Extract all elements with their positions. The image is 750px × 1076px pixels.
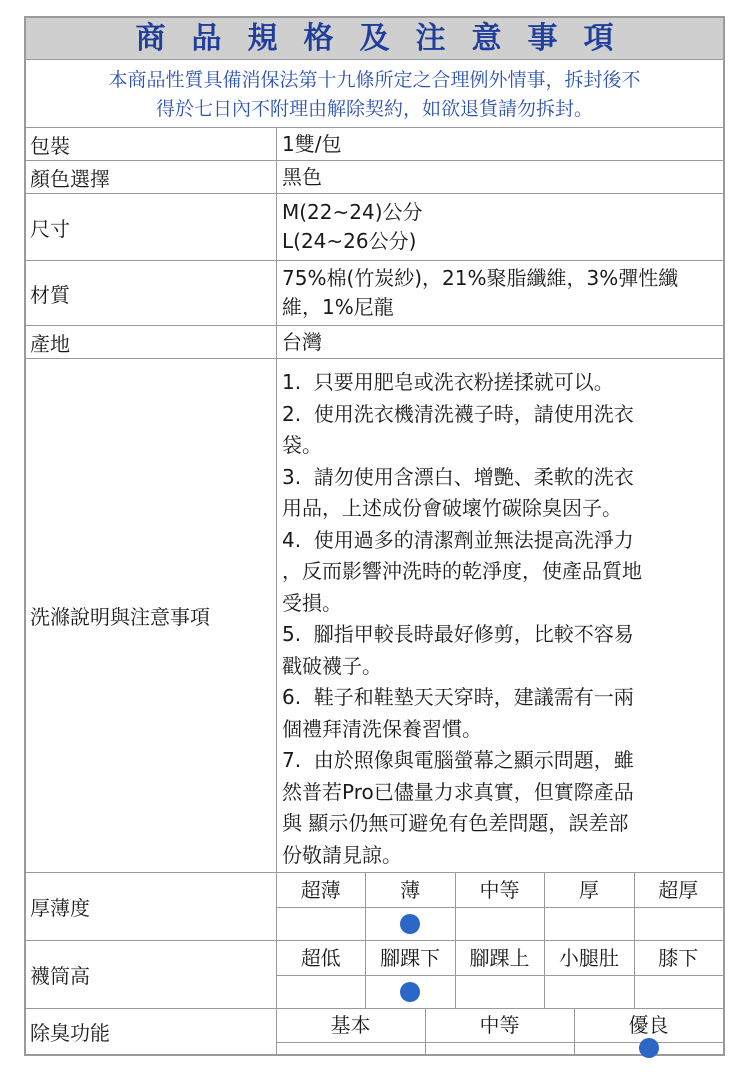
cuff-height-option: 膝下	[658, 946, 699, 970]
row-care	[26, 359, 723, 873]
care-line: 與 顯示仍無可避免有色差問題，誤差部	[282, 811, 629, 835]
row-thickness	[26, 873, 723, 941]
thickness-option: 超薄	[300, 878, 341, 902]
deodorizing-label: 除臭功能	[30, 1021, 110, 1045]
care-line: 5. 腳指甲較長時最好修剪，比較不容易	[282, 622, 634, 646]
cuff-height-option: 腳踝上	[469, 946, 530, 970]
cuff-height-option: 超低	[300, 946, 341, 970]
care-instructions	[282, 367, 717, 871]
row-color	[26, 161, 723, 194]
material-value-line-1: 75%棉(竹炭紗)，21%聚脂纖維，3%彈性纖	[282, 266, 679, 290]
deodorizing-scale	[276, 1009, 723, 1054]
page-title: 商品規格及注意事項	[26, 18, 723, 60]
care-line: 然普若Pro已儘量力求真實，但實際產品	[282, 779, 634, 804]
row-size	[26, 194, 723, 261]
care-line: 7. 由於照像與電腦螢幕之顯示問題，雖	[282, 748, 634, 772]
packaging-value: 1雙/包	[282, 131, 342, 156]
color-value: 黑色	[282, 164, 322, 189]
deodorizing-option: 中等	[479, 1013, 520, 1037]
row-material	[26, 261, 723, 326]
row-packaging	[26, 128, 723, 161]
deodorizing-option: 優良	[628, 1013, 669, 1037]
size-label: 尺寸	[30, 216, 70, 241]
origin-label: 產地	[30, 331, 70, 356]
care-label: 洗滌說明與注意事項	[30, 605, 210, 629]
care-line: 戳破襪子。	[282, 653, 382, 678]
thickness-scale	[276, 873, 723, 940]
thickness-option: 超厚	[658, 878, 699, 902]
return-notice	[26, 61, 723, 128]
spec-sheet	[24, 16, 725, 1056]
care-line: 6. 鞋子和鞋墊天天穿時，建議需有一兩	[282, 685, 634, 709]
cuff-height-option: 腳踝下	[380, 946, 441, 970]
thickness-option: 薄	[400, 878, 421, 902]
cuff-height-label: 襪筒高	[30, 964, 90, 988]
care-line: ，反而影響沖洗時的乾淨度，使產品質地	[282, 559, 642, 583]
thickness-option: 厚	[578, 878, 599, 902]
cuff-height-option: 小腿肚	[558, 946, 619, 970]
care-line: 用品，上述成份會破壞竹碳除臭因子。	[282, 496, 622, 520]
color-label: 顏色選擇	[30, 166, 110, 191]
care-line: 4. 使用過多的清潔劑並無法提高洗淨力	[282, 527, 634, 552]
thickness-label: 厚薄度	[30, 896, 90, 920]
deodorizing-selected-dot	[639, 1038, 659, 1058]
thickness-selected-dot	[400, 914, 420, 934]
cuff-height-scale	[276, 941, 723, 1008]
row-cuff-height	[26, 941, 723, 1009]
care-line: 2. 使用洗衣機清洗襪子時，請使用洗衣	[282, 401, 634, 426]
size-value-m: M(22~24)公分	[282, 200, 423, 224]
row-deodorizing	[26, 1009, 723, 1054]
material-label: 材質	[30, 282, 70, 307]
notice-line-2: 得於七日內不附理由解除契約，如欲退貨請勿拆封。	[155, 98, 593, 120]
material-value-line-2: 維，1%尼龍	[282, 295, 394, 319]
deodorizing-option: 基本	[330, 1013, 371, 1037]
origin-value: 台灣	[282, 329, 322, 354]
row-origin	[26, 326, 723, 359]
care-line: 受損。	[282, 590, 342, 615]
care-line: 個禮拜清洗保養習慣。	[282, 716, 482, 741]
notice-line-1: 本商品性質具備消保法第十九條所定之合理例外情事，拆封後不	[108, 69, 641, 91]
care-line: 1. 只要用肥皂或洗衣粉搓揉就可以。	[282, 370, 614, 394]
thickness-option: 中等	[479, 878, 520, 902]
size-value-l: L(24~26公分)	[282, 229, 417, 253]
cuff-height-selected-dot	[400, 982, 420, 1002]
packaging-label: 包裝	[30, 133, 70, 158]
care-line: 份敬請見諒。	[282, 842, 402, 867]
care-line: 袋。	[282, 433, 322, 457]
care-line: 3. 請勿使用含漂白、增艷、柔軟的洗衣	[282, 464, 634, 489]
